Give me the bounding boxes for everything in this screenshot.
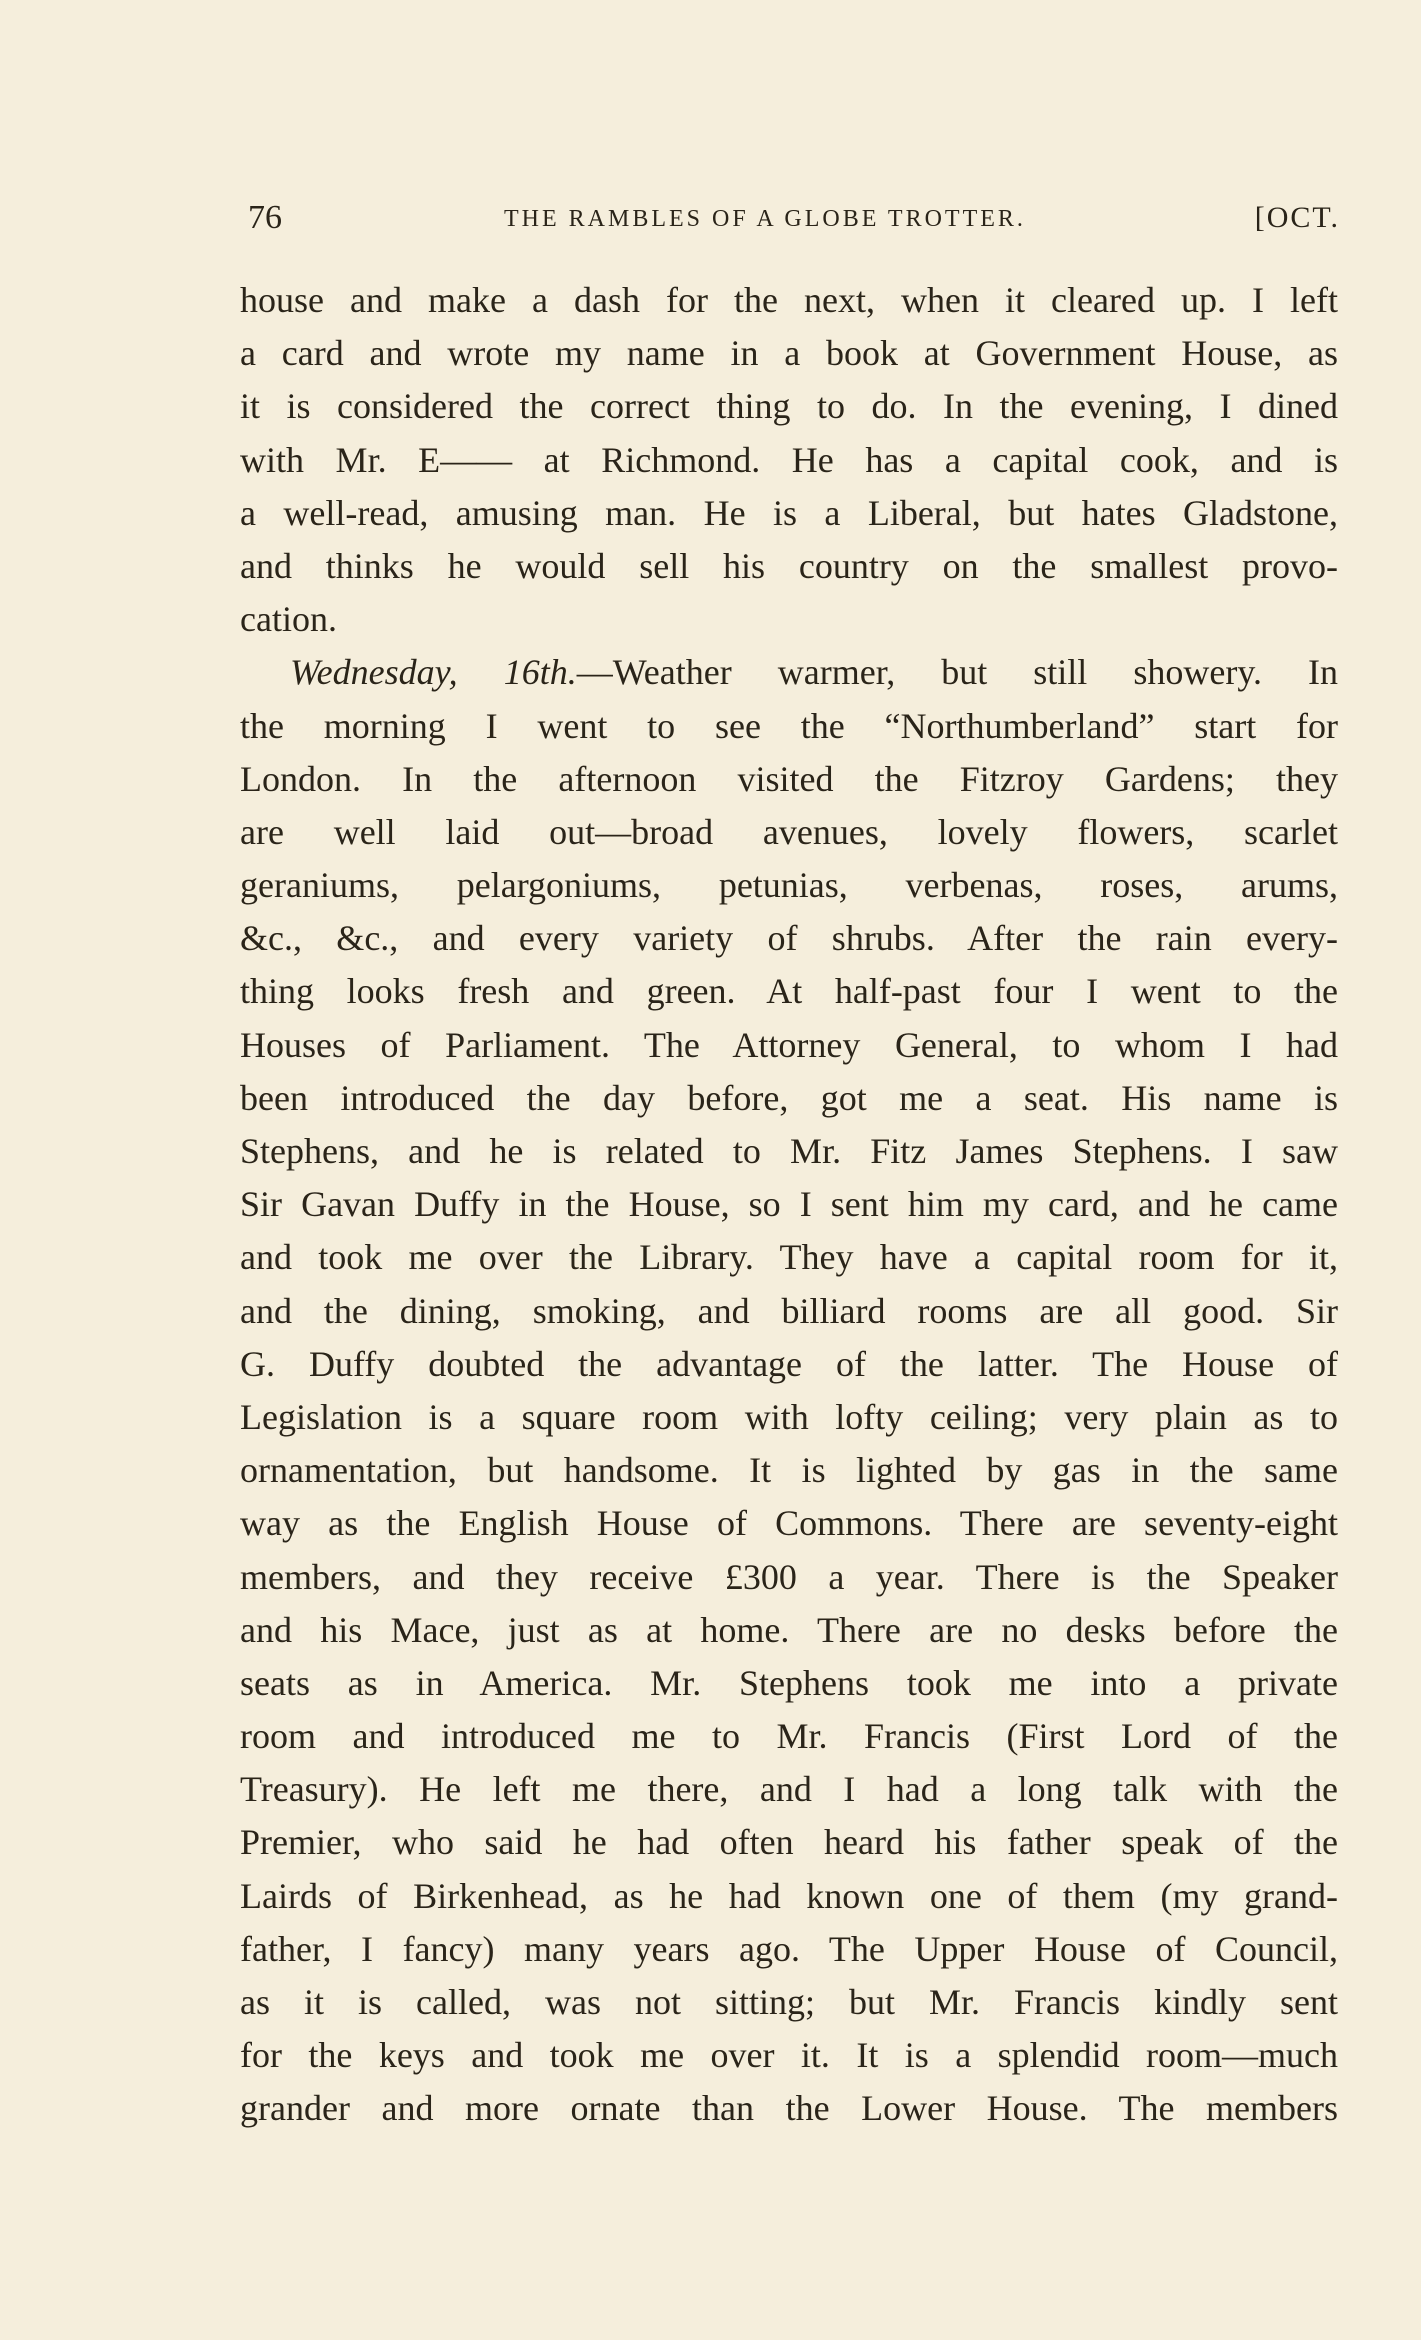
text-line: and the dining, smoking, and billiard rooms are all good. Sir	[240, 1290, 1338, 1331]
text-line: Stephens, and he is related to Mr. Fitz James Stephens. I saw	[240, 1131, 1338, 1171]
text-line: a well-read, amusing man. He is a Liberal, but hates Gladstone,	[240, 492, 1338, 533]
text-line: and thinks he would sell his country on the smallest provo-	[240, 545, 1338, 586]
text-line: Lairds of Birkenhead, as he had known one of them (my grand-	[240, 1875, 1338, 1916]
text-line: thing looks fresh and green. At half-past four I went to the	[240, 971, 1338, 1012]
text-line: been introduced the day before, got me a seat. His name is	[240, 1077, 1338, 1118]
text-line: the morning I went to see the “Northumberland” start for	[240, 705, 1338, 746]
text-line: London. In the afternoon visited the Fitzroy Gardens; they	[240, 758, 1338, 799]
text-line: Sir Gavan Duffy in the House, so I sent him my card, and he came	[240, 1184, 1338, 1225]
section-mark: [OCT.	[1254, 201, 1340, 234]
text-line: &c., &c., and every variety of shrubs. After the rain every-	[240, 918, 1338, 959]
entry-date: 16th.	[503, 652, 577, 693]
text-line: and his Mace, just as at home. There are no desks before the	[240, 1609, 1338, 1650]
entry-first-line-text: —Weather warmer, but still showery. In	[576, 652, 1338, 693]
text-line: and took me over the Library. They have a capital room for it,	[240, 1237, 1338, 1278]
text-line: ornamentation, but handsome. It is lighted by gas in the same	[240, 1450, 1338, 1491]
page-number: 76	[248, 199, 282, 236]
text-line: house and make a dash for the next, when it cleared up. I left	[240, 280, 1338, 320]
text-line: for the keys and took me over it. It is a splendid room—much	[240, 2035, 1338, 2076]
text-line: room and introduced me to Mr. Francis (First Lord of the	[240, 1716, 1338, 1757]
text-line: a card and wrote my name in a book at Government House, as	[240, 333, 1338, 374]
text-line: Houses of Parliament. The Attorney General, to whom I had	[240, 1024, 1338, 1065]
text-line: seats as in America. Mr. Stephens took me into a private	[240, 1662, 1338, 1703]
text-line: cation.	[240, 599, 337, 640]
text-line: are well laid out—broad avenues, lovely flowers, scarlet	[240, 811, 1338, 852]
text-line: geraniums, pelargoniums, petunias, verbenas, roses, arums,	[240, 865, 1338, 906]
text-line: Legislation is a square room with lofty ceiling; very plain as to	[240, 1396, 1338, 1437]
text-line: it is considered the correct thing to do. In the evening, I dined	[240, 386, 1338, 427]
text-line: father, I fancy) many years ago. The Upper House of Council,	[240, 1928, 1338, 1969]
text-line: Premier, who said he had often heard his father speak of the	[240, 1822, 1338, 1863]
text-line: way as the English House of Commons. There are seventy-eight	[240, 1503, 1338, 1544]
text-line: members, and they receive £300 a year. There is the Speaker	[240, 1556, 1338, 1597]
text-line: Treasury). He left me there, and I had a long talk with the	[240, 1769, 1338, 1810]
entry-day: Wednesday,	[290, 652, 458, 693]
body-text	[240, 274, 1338, 2136]
page-header	[248, 198, 1340, 238]
paragraph-first-line	[240, 646, 1338, 699]
text-line: G. Duffy doubted the advantage of the latter. The House of	[240, 1343, 1338, 1384]
text-line: with Mr. E—— at Richmond. He has a capital cook, and is	[240, 439, 1338, 480]
text-line: as it is called, was not sitting; but Mr. Francis kindly sent	[240, 1982, 1338, 2022]
running-head: THE RAMBLES OF A GLOBE TROTTER.	[504, 206, 1026, 232]
text-line: grander and more ornate than the Lower House. The members	[240, 2088, 1338, 2129]
